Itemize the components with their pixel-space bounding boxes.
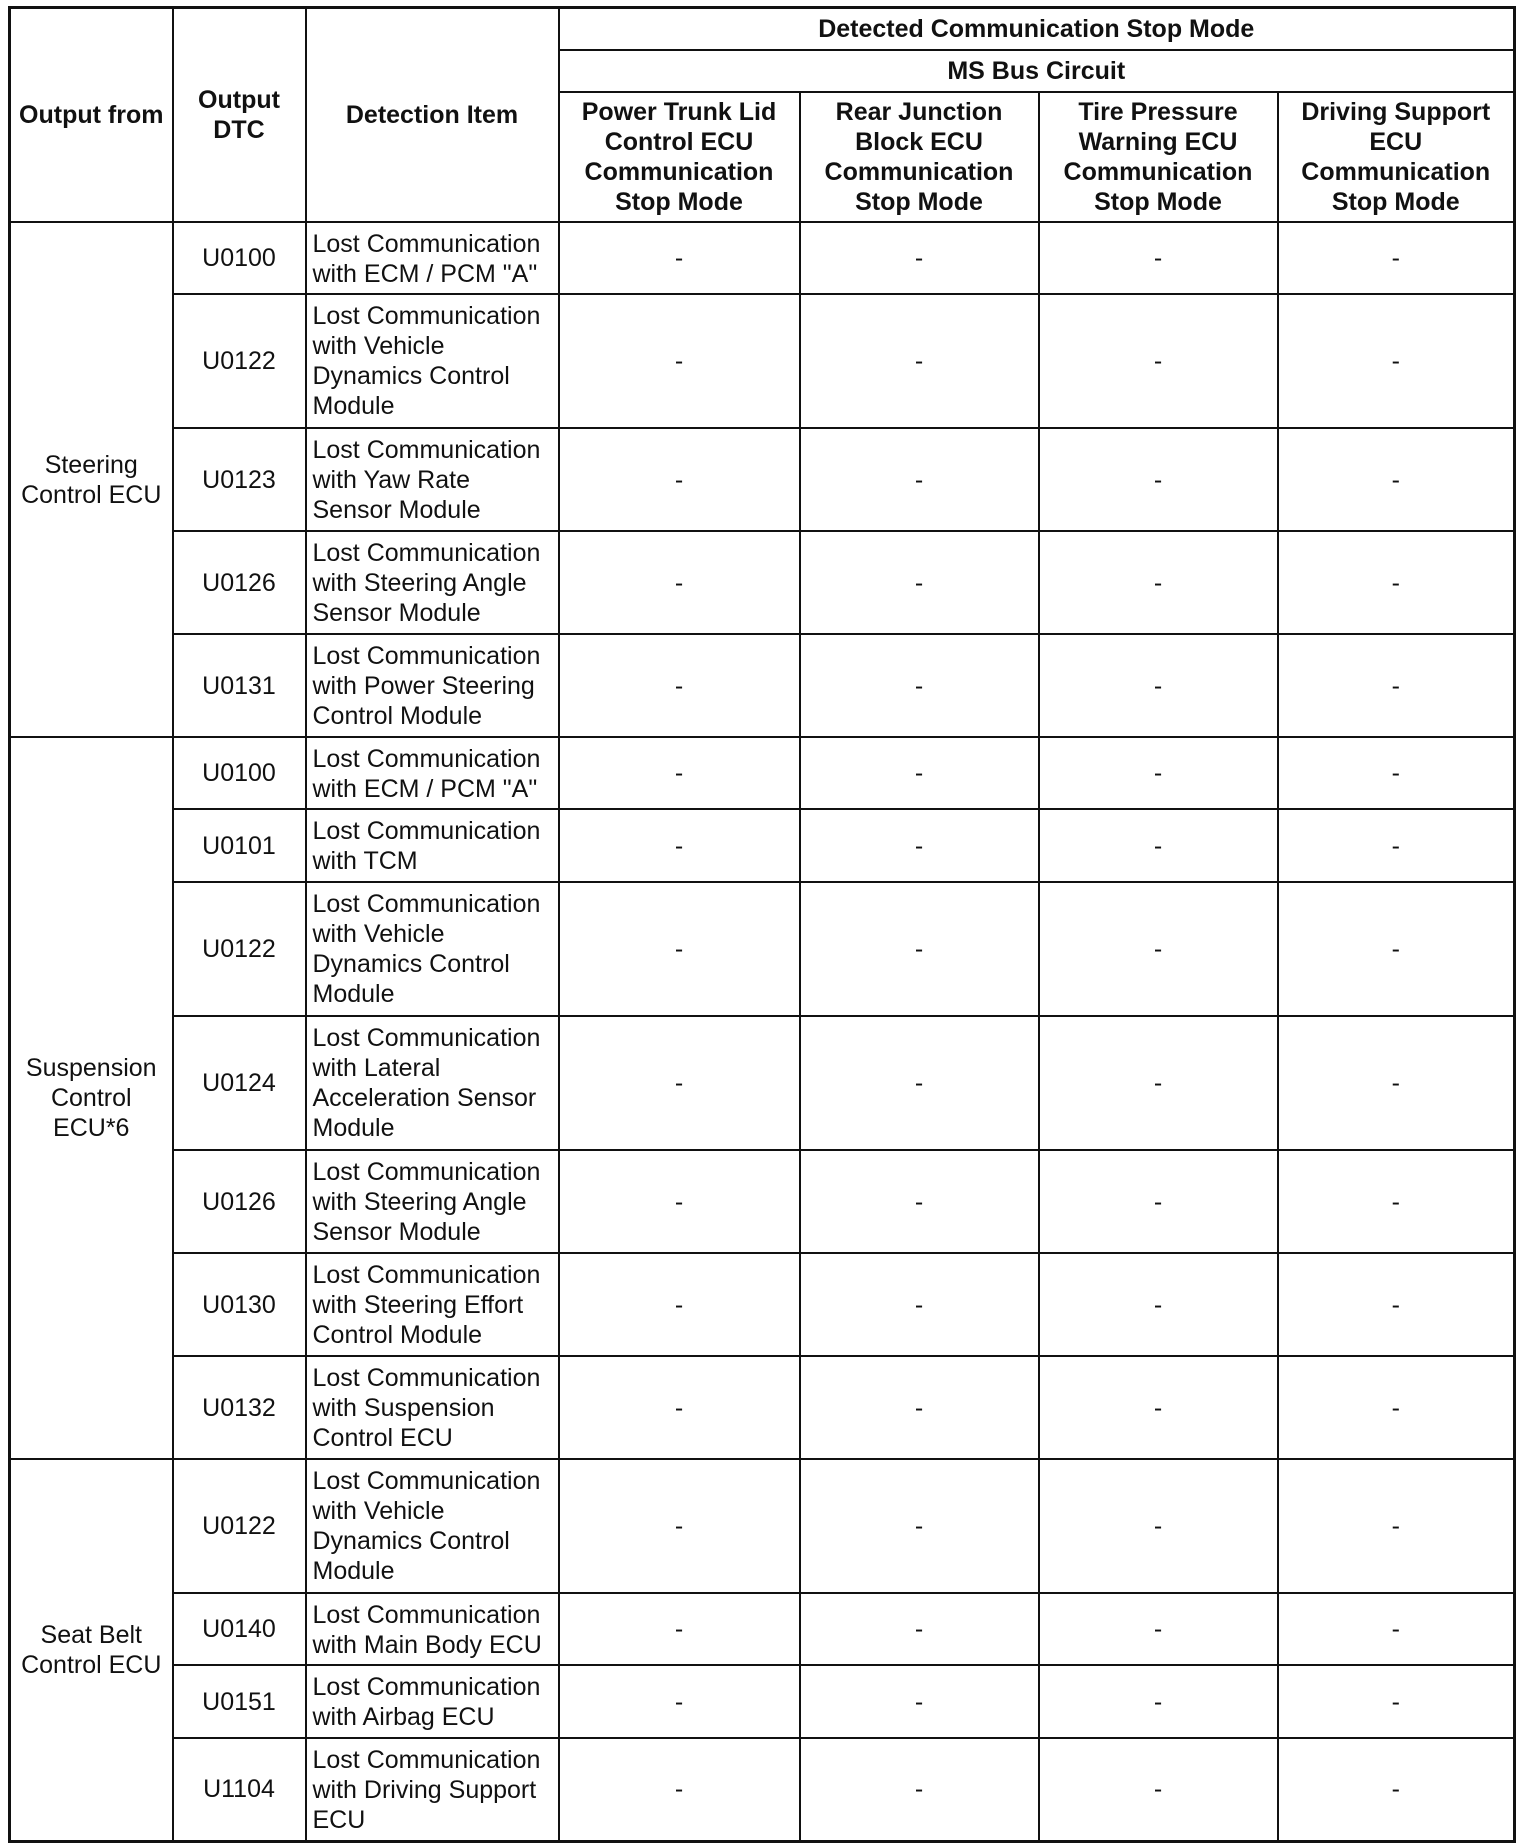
dtc-code-cell: U0130	[173, 1253, 306, 1356]
header-column-tire-pressure: Tire Pressure Warning ECU Communication Stop Mode	[1039, 92, 1278, 222]
table-row	[10, 1016, 1515, 1150]
stop-mode-value-cell: -	[559, 1016, 800, 1150]
dtc-code-cell: U0126	[173, 531, 306, 634]
stop-mode-value-cell: -	[800, 428, 1039, 531]
stop-mode-value-cell: -	[559, 428, 800, 531]
stop-mode-value-cell: -	[800, 1593, 1039, 1665]
header-column-power-trunk-lid: Power Trunk Lid Control ECU Communication Stop Mode	[559, 92, 800, 222]
stop-mode-value-cell: -	[1278, 531, 1515, 634]
stop-mode-value-cell: -	[800, 1253, 1039, 1356]
dtc-code-cell: U0122	[173, 294, 306, 428]
stop-mode-value-cell: -	[800, 809, 1039, 882]
dtc-code-cell: U0131	[173, 634, 306, 737]
stop-mode-value-cell: -	[1039, 1459, 1278, 1593]
detection-item-cell: Lost Communication with ECM / PCM "A"	[306, 737, 559, 809]
stop-mode-value-cell: -	[559, 1459, 800, 1593]
table-row	[10, 531, 1515, 634]
table-row	[10, 809, 1515, 882]
stop-mode-value-cell: -	[1278, 1253, 1515, 1356]
header-bus-circuit: MS Bus Circuit	[559, 50, 1515, 92]
detection-item-cell: Lost Communication with Vehicle Dynamics Control Module	[306, 294, 559, 428]
dtc-code-cell: U0140	[173, 1593, 306, 1665]
stop-mode-value-cell: -	[559, 1738, 800, 1841]
stop-mode-value-cell: -	[1039, 1016, 1278, 1150]
detection-item-cell: Lost Communication with Driving Support ECU	[306, 1738, 559, 1841]
stop-mode-value-cell: -	[800, 1150, 1039, 1253]
detection-item-cell: Lost Communication with ECM / PCM "A"	[306, 222, 559, 294]
table-row	[10, 1738, 1515, 1841]
stop-mode-value-cell: -	[559, 294, 800, 428]
stop-mode-value-cell: -	[1278, 1738, 1515, 1841]
table-row	[10, 1150, 1515, 1253]
stop-mode-value-cell: -	[1278, 1593, 1515, 1665]
table-row	[10, 634, 1515, 737]
dtc-code-cell: U0132	[173, 1356, 306, 1459]
stop-mode-value-cell: -	[559, 1593, 800, 1665]
dtc-communication-stop-table	[8, 6, 1516, 1843]
output-from-cell: Steering Control ECU	[10, 222, 173, 737]
dtc-code-cell: U0123	[173, 428, 306, 531]
output-from-cell: Suspension Control ECU*6	[10, 737, 173, 1459]
stop-mode-value-cell: -	[559, 634, 800, 737]
table-row	[10, 882, 1515, 1016]
stop-mode-value-cell: -	[1039, 428, 1278, 531]
detection-item-cell: Lost Communication with Steering Angle Sensor Module	[306, 1150, 559, 1253]
table-row	[10, 1665, 1515, 1738]
dtc-code-cell: U0101	[173, 809, 306, 882]
stop-mode-value-cell: -	[1278, 222, 1515, 294]
stop-mode-value-cell: -	[800, 1738, 1039, 1841]
detection-item-cell: Lost Communication with Steering Effort Control Module	[306, 1253, 559, 1356]
detection-item-cell: Lost Communication with TCM	[306, 809, 559, 882]
dtc-code-cell: U0100	[173, 737, 306, 809]
header-output-dtc: Output DTC	[173, 8, 306, 223]
stop-mode-value-cell: -	[1039, 1738, 1278, 1841]
stop-mode-value-cell: -	[559, 1356, 800, 1459]
stop-mode-value-cell: -	[1039, 1356, 1278, 1459]
dtc-code-cell: U0122	[173, 1459, 306, 1593]
table-row	[10, 1459, 1515, 1593]
stop-mode-value-cell: -	[800, 531, 1039, 634]
stop-mode-value-cell: -	[1039, 737, 1278, 809]
stop-mode-value-cell: -	[800, 1665, 1039, 1738]
header-column-driving-support: Driving Support ECU Communication Stop Mode	[1278, 92, 1515, 222]
stop-mode-value-cell: -	[800, 882, 1039, 1016]
stop-mode-value-cell: -	[1278, 294, 1515, 428]
detection-item-cell: Lost Communication with Airbag ECU	[306, 1665, 559, 1738]
table-row	[10, 737, 1515, 809]
header-column-rear-junction-block: Rear Junction Block ECU Communication Stop Mode	[800, 92, 1039, 222]
stop-mode-value-cell: -	[1278, 737, 1515, 809]
stop-mode-value-cell: -	[1039, 294, 1278, 428]
stop-mode-value-cell: -	[1278, 634, 1515, 737]
dtc-code-cell: U0100	[173, 222, 306, 294]
detection-item-cell: Lost Communication with Yaw Rate Sensor Module	[306, 428, 559, 531]
stop-mode-value-cell: -	[1278, 1016, 1515, 1150]
stop-mode-value-cell: -	[800, 294, 1039, 428]
stop-mode-value-cell: -	[1039, 1253, 1278, 1356]
stop-mode-value-cell: -	[1278, 1665, 1515, 1738]
stop-mode-value-cell: -	[800, 634, 1039, 737]
table-body	[10, 222, 1515, 1841]
stop-mode-value-cell: -	[1039, 1150, 1278, 1253]
stop-mode-value-cell: -	[1039, 222, 1278, 294]
stop-mode-value-cell: -	[1039, 634, 1278, 737]
stop-mode-value-cell: -	[800, 1016, 1039, 1150]
detection-item-cell: Lost Communication with Main Body ECU	[306, 1593, 559, 1665]
stop-mode-value-cell: -	[800, 222, 1039, 294]
dtc-code-cell: U0126	[173, 1150, 306, 1253]
stop-mode-value-cell: -	[1039, 882, 1278, 1016]
stop-mode-value-cell: -	[1039, 1593, 1278, 1665]
stop-mode-value-cell: -	[1039, 809, 1278, 882]
stop-mode-value-cell: -	[559, 1665, 800, 1738]
stop-mode-value-cell: -	[800, 1356, 1039, 1459]
stop-mode-value-cell: -	[1278, 1356, 1515, 1459]
table-row	[10, 1593, 1515, 1665]
detection-item-cell: Lost Communication with Power Steering Control Module	[306, 634, 559, 737]
stop-mode-value-cell: -	[559, 809, 800, 882]
stop-mode-value-cell: -	[1278, 882, 1515, 1016]
stop-mode-value-cell: -	[800, 737, 1039, 809]
stop-mode-value-cell: -	[559, 1253, 800, 1356]
stop-mode-value-cell: -	[1039, 1665, 1278, 1738]
stop-mode-value-cell: -	[559, 531, 800, 634]
table-row	[10, 428, 1515, 531]
stop-mode-value-cell: -	[559, 882, 800, 1016]
header-output-from: Output from	[10, 8, 173, 223]
table-row	[10, 1253, 1515, 1356]
dtc-code-cell: U0124	[173, 1016, 306, 1150]
dtc-code-cell: U0122	[173, 882, 306, 1016]
stop-mode-value-cell: -	[1278, 1150, 1515, 1253]
output-from-cell: Seat Belt Control ECU	[10, 1459, 173, 1841]
dtc-code-cell: U1104	[173, 1738, 306, 1841]
stop-mode-value-cell: -	[559, 222, 800, 294]
stop-mode-value-cell: -	[559, 1150, 800, 1253]
table-row	[10, 294, 1515, 428]
stop-mode-value-cell: -	[800, 1459, 1039, 1593]
detection-item-cell: Lost Communication with Vehicle Dynamics Control Module	[306, 882, 559, 1016]
stop-mode-value-cell: -	[1039, 531, 1278, 634]
detection-item-cell: Lost Communication with Lateral Acceleration Sensor Module	[306, 1016, 559, 1150]
stop-mode-value-cell: -	[1278, 809, 1515, 882]
stop-mode-value-cell: -	[1278, 1459, 1515, 1593]
detection-item-cell: Lost Communication with Suspension Control ECU	[306, 1356, 559, 1459]
detection-item-cell: Lost Communication with Steering Angle Sensor Module	[306, 531, 559, 634]
detection-item-cell: Lost Communication with Vehicle Dynamics Control Module	[306, 1459, 559, 1593]
header-detection-item: Detection Item	[306, 8, 559, 223]
table-row	[10, 1356, 1515, 1459]
table-row	[10, 222, 1515, 294]
stop-mode-value-cell: -	[559, 737, 800, 809]
stop-mode-value-cell: -	[1278, 428, 1515, 531]
dtc-code-cell: U0151	[173, 1665, 306, 1738]
header-detected-mode: Detected Communication Stop Mode	[559, 8, 1515, 51]
